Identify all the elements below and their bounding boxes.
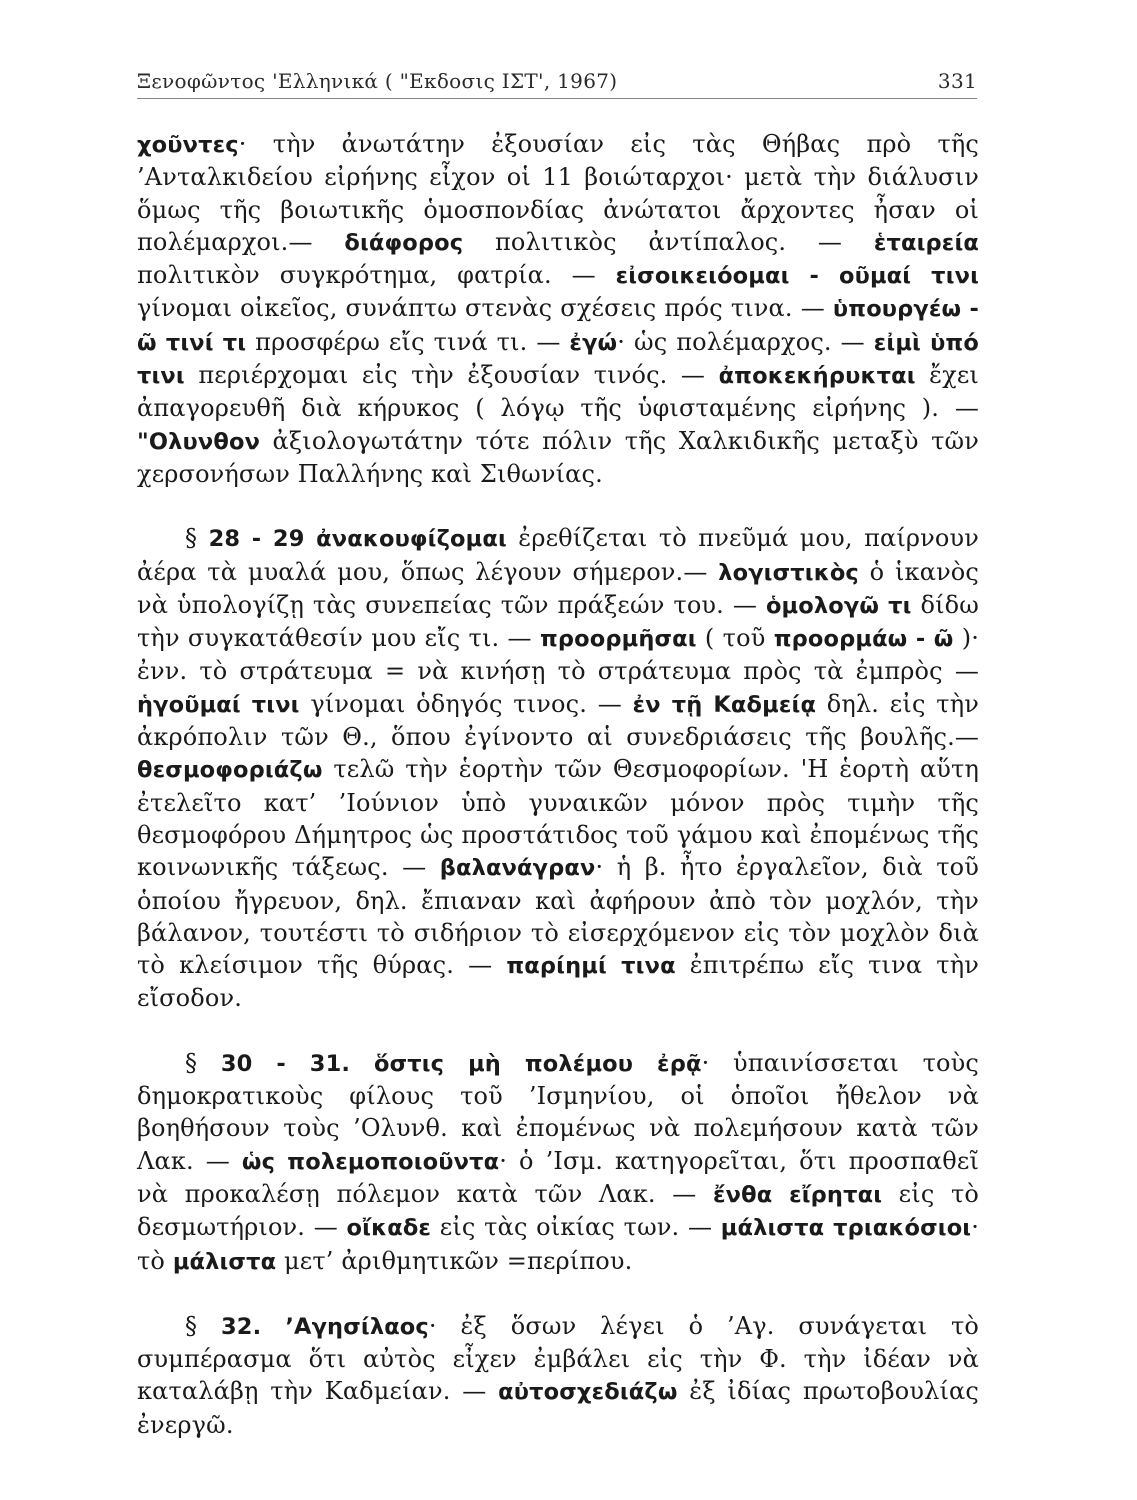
headword: ἀποκεκήρυκται (718, 363, 916, 390)
paragraph-section-28-29 (137, 522, 979, 1014)
headword: παρίημί τινα (506, 953, 676, 980)
headword: ὡς πολεμοποιοῦντα (241, 1148, 500, 1175)
gloss-text: μετ’ ἀριθμητικῶν =περίπου. (276, 1246, 633, 1275)
headword: χοῦντες (137, 132, 239, 158)
gloss-text: περιέρχομαι εἰς τὴν ἐξουσίαν τινός. — (184, 361, 719, 390)
headword: θεσμοφοριάζω (137, 757, 323, 784)
gloss-text: · ὁ ’Ισμ. κατηγορεῖται, ὅτι προσπαθεῖ νὰ προκαλέσῃ πόλεμον κατὰ τῶν Λακ. — (137, 1146, 979, 1208)
headword: "Ολυνθον (137, 428, 261, 455)
headword: μάλιστα τριακόσιοι (720, 1215, 972, 1242)
headword: ἡγοῦμαί τινι (137, 691, 300, 718)
gloss-text: § (185, 1311, 221, 1340)
headword: ὑπουργέω - ῶ τινί τι (137, 296, 979, 356)
headword: εἰμὶ ὑπό τινι (137, 329, 979, 390)
headword: βαλανάγραν (439, 855, 596, 882)
gloss-text: · ὑπαινίσσεται τοὺς δημοκρατικοὺς φίλους τοῦ ’Ισμηνίου, οἱ ὁποῖοι ἤθελον νὰ βοηθήσουν τοὺς ’Ολυνθ. καὶ ἐπομένως νὰ πολεμήσουν κατὰ τῶν Λακ. — (137, 1048, 979, 1175)
gloss-text: δηλ. εἰς τὴν ἀκρόπολιν τῶν Θ., ὅπου ἐγίνοντο αἱ συνεδριάσεις τῆς βουλῆς.— (137, 689, 979, 752)
headword: λογιστικὸς (718, 559, 859, 586)
gloss-text: πολιτικὸς ἀντίπαλος. — (463, 227, 874, 256)
gloss-text: ἐξ ἰδίας πρωτοβουλίας ἐνεργῶ. (137, 1377, 979, 1439)
gloss-text: γίνομαι ὁδηγός τινος. — (299, 689, 633, 718)
gloss-text: ὁ ἱκανὸς νὰ ὑπολογίζῃ τὰς συνεπείας τῶν πράξεών του. — (137, 557, 979, 619)
gloss-text: ἐπιτρέπω εἴς τινα τὴν εἴσοδον. (137, 951, 980, 1013)
gloss-text: · τὸ (137, 1213, 979, 1275)
headword: ἔνθα εἴρηται (712, 1181, 883, 1208)
gloss-text: · τὴν ἀνωτάτην ἐξουσίαν εἰς τὰς Θήβας πρὸ τῆς ’Ανταλκιδείου εἰρήνης εἶχον οἱ 11 βοιώταρχοι· μετὰ τὴν διάλυσιν ὅμως τῆς βοιωτικῆς ὁμοσπονδίας ἀνώτατοι ἄρχοντες ἦσαν οἱ πολέμαρχοι.— (137, 130, 979, 256)
page-number: 331 (937, 69, 977, 93)
gloss-text: · ἡ β. ἦτο ἐργαλεῖον, διὰ τοῦ ὁποίου ἤγρευον, δηλ. ἔπιαναν καὶ ἀφήρουν ἀπὸ τὸν μοχλόν, τὴν βάλανον, τουτέστι τὸ σιδήριον τὸ εἰσερχόμενον εἰς τὸν μοχλὸν διὰ τὸ κλείσιμον τῆς θύρας. — (137, 853, 979, 980)
gloss-text: · ἐξ ὅσων λέγει ὁ ’Αγ. συνάγεται τὸ συμπέρασμα ὅτι αὐτὸς εἶχεν ἐμβάλει εἰς τὴν Φ. τὴν ἰδέαν νὰ καταλάβῃ τὴν Καδμείαν. — (137, 1311, 979, 1406)
headword: μάλιστα (172, 1248, 277, 1275)
running-head (137, 66, 977, 99)
headword: 32. ’Αγησίλαος (220, 1313, 429, 1340)
commentary-text (137, 128, 979, 1441)
gloss-text: δίδω τὴν συγκατάθεσίν μου εἴς τι. — (137, 590, 979, 653)
headword: αὐτοσχεδιάζω (498, 1379, 678, 1406)
gloss-text: ἔχει ἀπαγορευθῆ διὰ κήρυκος ( λόγῳ τῆς ὑφισταμένης εἰρήνης ). — (137, 361, 979, 423)
headword: εἰσοικειόομαι - οῦμαί τινι (615, 263, 980, 290)
headword: οἴκαδε (346, 1215, 432, 1242)
headword: προορμάω - ῶ (773, 626, 954, 653)
paragraph-section-30-31 (137, 1047, 979, 1278)
gloss-text: § (185, 1048, 221, 1077)
headword: προορμῆσαι (539, 626, 697, 653)
gloss-text: εἰς τὰς οἰκίας των. — (431, 1213, 721, 1242)
gloss-text: § (185, 524, 209, 553)
gloss-text: ἀξιολογωτάτην τότε πόλιν τῆς Χαλκιδικῆς μεταξὺ τῶν χερσονήσων Παλλήνης καὶ Σιθωνίας. (137, 426, 979, 488)
gloss-text: πολιτικὸν συγκρότημα, φατρία. — (137, 261, 616, 290)
gloss-text: ἐρεθίζεται τὸ πνεῦμά μου, παίρνουν ἀέρα τὰ μυαλά μου, ὅπως λέγουν σήμερον.— (137, 524, 979, 586)
gloss-text: εἰς τὸ δεσμωτήριον. — (137, 1179, 979, 1242)
paragraph-continuation (137, 128, 979, 490)
gloss-text: · ὡς πολέμαρχος. — (617, 327, 874, 356)
gloss-text: προσφέρω εἴς τινά τι. — (246, 327, 570, 356)
paragraph-section-32 (137, 1310, 979, 1441)
headword: ἐν τῇ Καδμείᾳ (632, 691, 817, 718)
gloss-text: γίνομαι οἰκεῖος, συνάπτω στενὰς σχέσεις πρός τινα. — (137, 294, 833, 323)
headword: ὁμολογῶ τι (765, 592, 912, 619)
gloss-text: ( τοῦ (696, 624, 774, 653)
headword: 30 - 31. ὅστις μὴ πολέμου ἐρᾷ (220, 1050, 702, 1077)
gloss-text: τελῶ τὴν ἑορτὴν τῶν Θεσμοφορίων. 'Η ἑορτὴ αὕτη ἐτελεῖτο κατ’ ’Ιούνιον ὑπὸ γυναικῶν μόνον πρὸς τιμὴν τῆς θεσμοφόρου Δήμητρος ὡς προστάτιδος τοῦ γάμου καὶ ἐπομένως τῆς κοινωνικῆς τάξεως. — (137, 755, 979, 882)
headword: ἐγώ (569, 329, 618, 356)
headword: 28 - 29 ἀνακουφίζομαι (208, 526, 507, 553)
running-head-title: Ξενοφῶντος 'Ελληνικά ( "Εκδοσις ΙΣΤ', 1967) (137, 69, 618, 93)
headword: διάφορος (344, 229, 464, 256)
headword: ἑταιρεία (873, 229, 979, 256)
gloss-text: )· ἐνν. τὸ στράτευμα = νὰ κινήσῃ τὸ στράτευμα πρὸς τὰ ἐμπρὸς — (137, 624, 979, 686)
